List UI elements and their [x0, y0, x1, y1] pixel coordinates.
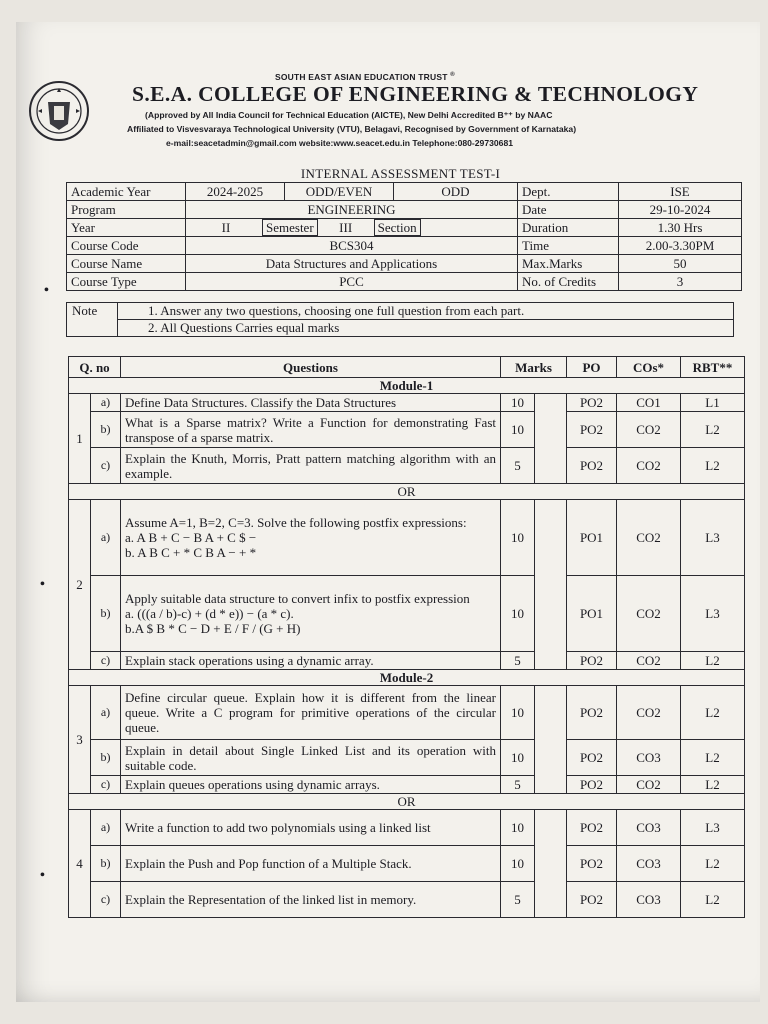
marks-header: Marks: [501, 357, 567, 378]
exam-title: INTERNAL ASSESSMENT TEST-I: [300, 166, 501, 181]
exam-info-table: [66, 165, 742, 291]
rbt-value: L3: [681, 500, 745, 576]
question-text: Explain in detail about Single Linked List and its operation with suitable code.: [121, 740, 501, 776]
question-text: Define circular queue. Explain how it is different from the linear queue. Write a C program for primitive operations of the circular queue.: [121, 686, 501, 740]
rbt-header: RBT**: [681, 357, 745, 378]
margin-dot: •: [44, 283, 49, 298]
dept-label: Dept.: [518, 183, 619, 201]
part-label: a): [91, 686, 121, 740]
question-text: Define Data Structures. Classify the Data Structures: [121, 394, 501, 412]
table-row: [69, 810, 745, 846]
marks-value: 5: [501, 882, 535, 918]
max-marks-label: Max.Marks: [518, 255, 619, 273]
question-number: 1: [69, 394, 91, 484]
duration-value: 1.30 Hrs: [619, 219, 742, 237]
co-value: CO3: [617, 846, 681, 882]
year-label: Year: [67, 219, 186, 237]
course-name-label: Course Name: [67, 255, 186, 273]
po-value: PO1: [567, 576, 617, 652]
note-item: 1. Answer any two questions, choosing one full question from each part.: [118, 303, 734, 320]
part-label: c): [91, 776, 121, 794]
time-value: 2.00-3.30PM: [619, 237, 742, 255]
max-marks-value: 50: [619, 255, 742, 273]
rbt-value: L2: [681, 882, 745, 918]
po-header: PO: [567, 357, 617, 378]
college-seal-logo: [28, 80, 90, 142]
trust-name: SOUTH EAST ASIAN EDUCATION TRUST ®: [275, 72, 455, 82]
table-row: [69, 740, 745, 776]
date-label: Date: [518, 201, 619, 219]
marks-value: 10: [501, 394, 535, 412]
question-text: Write a function to add two polynomials using a linked list: [121, 810, 501, 846]
rbt-value: L2: [681, 686, 745, 740]
odd-value: ODD: [394, 183, 518, 201]
po-value: PO2: [567, 740, 617, 776]
table-row: [69, 652, 745, 670]
qno-header: Q. no: [69, 357, 121, 378]
academic-year-value: 2024-2025: [186, 183, 285, 201]
or-divider: OR: [69, 484, 745, 500]
dept-value: ISE: [619, 183, 742, 201]
co-value: CO2: [617, 652, 681, 670]
table-row: [69, 412, 745, 448]
course-code-label: Course Code: [67, 237, 186, 255]
question-text: Explain queues operations using dynamic arrays.: [121, 776, 501, 794]
co-value: CO2: [617, 576, 681, 652]
part-label: a): [91, 500, 121, 576]
marks-value: 10: [501, 576, 535, 652]
year-value: II: [221, 220, 231, 235]
question-number: 2: [69, 500, 91, 670]
questions-header: Questions: [121, 357, 501, 378]
year-semester-section: [186, 219, 518, 237]
odd-even-label: ODD/EVEN: [285, 183, 394, 201]
po-value: PO2: [567, 882, 617, 918]
college-name: S.E.A. COLLEGE OF ENGINEERING & TECHNOLOGY: [132, 82, 699, 106]
po-value: PO2: [567, 394, 617, 412]
question-text: What is a Sparse matrix? Write a Function for demonstrating Fast transpose of a sparse matrix.: [121, 412, 501, 448]
question-text: Explain the Knuth, Morris, Pratt pattern matching algorithm with an example.: [121, 448, 501, 484]
expression-line: b.A $ B * C − D + E / F / (G + H): [125, 621, 301, 636]
co-value: CO3: [617, 740, 681, 776]
affiliation-line: Affiliated to Visvesvaraya Technological University (VTU), Belagavi, Recognised by Government of Karnataka): [127, 124, 577, 134]
blank-column: [535, 500, 567, 670]
course-name-value: Data Structures and Applications: [186, 255, 518, 273]
approval-line: (Approved by All India Council for Technical Education (AICTE), New Delhi Accredited B⁺⁺ by NAAC: [145, 110, 553, 120]
part-label: b): [91, 740, 121, 776]
po-value: PO2: [567, 776, 617, 794]
duration-label: Duration: [518, 219, 619, 237]
co-value: CO3: [617, 810, 681, 846]
module-title: Module-2: [69, 670, 745, 686]
marks-value: 5: [501, 448, 535, 484]
rbt-value: L2: [681, 412, 745, 448]
note-table: [66, 302, 734, 337]
note-item: 2. All Questions Carries equal marks: [118, 320, 734, 337]
rbt-value: L3: [681, 810, 745, 846]
part-label: c): [91, 882, 121, 918]
part-label: b): [91, 846, 121, 882]
rbt-value: L3: [681, 576, 745, 652]
section-label: Section: [374, 219, 421, 236]
margin-dot: •: [40, 577, 45, 592]
date-value: 29-10-2024: [619, 201, 742, 219]
or-divider: OR: [69, 794, 745, 810]
part-label: b): [91, 412, 121, 448]
question-number: 4: [69, 810, 91, 918]
semester-label: Semester: [262, 219, 318, 236]
blank-column: [535, 686, 567, 794]
rbt-value: L2: [681, 652, 745, 670]
marks-value: 10: [501, 740, 535, 776]
po-value: PO1: [567, 500, 617, 576]
part-label: c): [91, 448, 121, 484]
marks-value: 10: [501, 412, 535, 448]
marks-value: 5: [501, 776, 535, 794]
program-label: Program: [67, 201, 186, 219]
questions-table: [68, 356, 745, 918]
semester-value: III: [339, 220, 353, 235]
co-value: CO2: [617, 412, 681, 448]
program-value: ENGINEERING: [186, 201, 518, 219]
course-code-value: BCS304: [186, 237, 518, 255]
po-value: PO2: [567, 810, 617, 846]
po-value: PO2: [567, 412, 617, 448]
contact-line: e-mail:seacetadmin@gmail.com website:www.seacet.edu.in Telephone:080-29730681: [166, 138, 514, 148]
co-value: CO1: [617, 394, 681, 412]
co-value: CO2: [617, 448, 681, 484]
part-label: a): [91, 810, 121, 846]
part-label: a): [91, 394, 121, 412]
question-text: Assume A=1, B=2, C=3. Solve the following postfix expressions:: [125, 515, 467, 530]
question-text: Explain the Representation of the linked list in memory.: [121, 882, 501, 918]
table-row: [69, 882, 745, 918]
blank-column: [535, 810, 567, 918]
po-value: PO2: [567, 846, 617, 882]
table-row: [69, 500, 745, 576]
time-label: Time: [518, 237, 619, 255]
cos-header: COs*: [617, 357, 681, 378]
expression-line: a. A B + C − B A + C $ −: [125, 530, 257, 545]
part-label: b): [91, 576, 121, 652]
marks-value: 5: [501, 652, 535, 670]
marks-value: 10: [501, 500, 535, 576]
po-value: PO2: [567, 652, 617, 670]
table-row: [69, 846, 745, 882]
rbt-value: L2: [681, 846, 745, 882]
rbt-value: L2: [681, 740, 745, 776]
note-label: Note: [67, 303, 118, 337]
co-value: CO2: [617, 686, 681, 740]
question-text: Explain stack operations using a dynamic array.: [121, 652, 501, 670]
marks-value: 10: [501, 686, 535, 740]
course-type-value: PCC: [186, 273, 518, 291]
expression-line: b. A B C + * C B A − + *: [125, 545, 257, 560]
question-text: Apply suitable data structure to convert infix to postfix expression: [125, 591, 470, 606]
co-value: CO2: [617, 776, 681, 794]
module-title: Module-1: [69, 378, 745, 394]
co-value: CO2: [617, 500, 681, 576]
rbt-value: L2: [681, 448, 745, 484]
table-row: [69, 448, 745, 484]
marks-value: 10: [501, 846, 535, 882]
rbt-value: L2: [681, 776, 745, 794]
course-type-label: Course Type: [67, 273, 186, 291]
credits-label: No. of Credits: [518, 273, 619, 291]
question-number: 3: [69, 686, 91, 794]
expression-line: a. (((a / b)-c) + (d * e)) − (a * c).: [125, 606, 294, 621]
co-value: CO3: [617, 882, 681, 918]
table-row: [69, 686, 745, 740]
table-row: [69, 394, 745, 412]
part-label: c): [91, 652, 121, 670]
question-text: Explain the Push and Pop function of a Multiple Stack.: [121, 846, 501, 882]
table-header-row: [69, 357, 745, 378]
question-text-block: [121, 576, 501, 652]
margin-dot: •: [40, 868, 45, 883]
table-row: [69, 776, 745, 794]
po-value: PO2: [567, 448, 617, 484]
rbt-value: L1: [681, 394, 745, 412]
question-text-block: [121, 500, 501, 576]
table-row: [69, 576, 745, 652]
po-value: PO2: [567, 686, 617, 740]
blank-column: [535, 394, 567, 484]
marks-value: 10: [501, 810, 535, 846]
credits-value: 3: [619, 273, 742, 291]
academic-year-label: Academic Year: [67, 183, 186, 201]
